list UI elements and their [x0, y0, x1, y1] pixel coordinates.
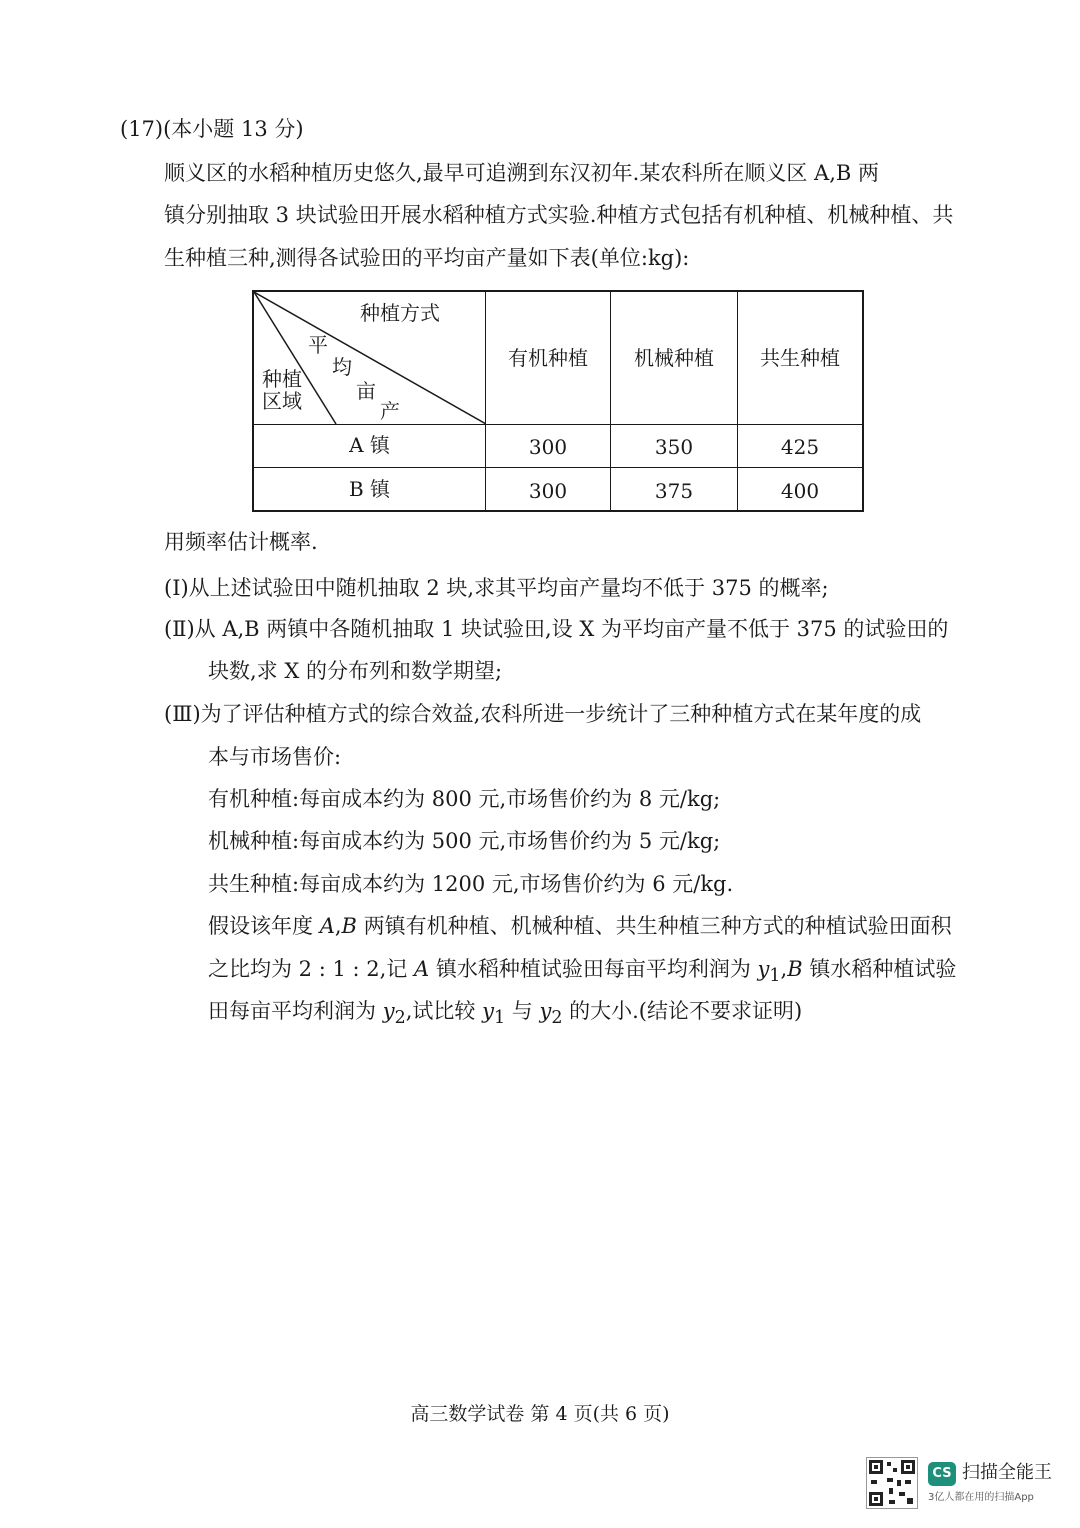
subscript: 1	[493, 1008, 506, 1029]
row-divider-1	[254, 424, 862, 425]
cell-b-organic: 300	[528, 479, 568, 503]
camscanner-logo: CS	[928, 1462, 956, 1486]
text-run: ,试比较	[405, 999, 483, 1023]
stem-line-1: 顺义区的水稻种植历史悠久,最早可追溯到东汉初年.某农科所在顺义区 A,B 两	[164, 161, 879, 185]
cell-a-mechanical: 350	[654, 435, 694, 459]
subscript: 2	[394, 1008, 406, 1029]
text-run: ,	[334, 914, 342, 938]
corner-label-char-2: 均	[332, 355, 352, 379]
col-divider-2	[610, 292, 611, 510]
text-run: 之比均为 2 : 1 : 2,记	[208, 957, 414, 981]
part-2-line-1: (Ⅱ)从 A,B 两镇中各随机抽取 1 块试验田,设 X 为平均亩产量不低于 375 的试验田的	[164, 617, 949, 641]
part-2-line-2: 块数,求 X 的分布列和数学期望;	[208, 659, 503, 683]
camscanner-name: 扫描全能王	[962, 1462, 1052, 1483]
corner-label-region-1: 种植	[262, 367, 302, 391]
corner-label-char-3: 亩	[356, 379, 376, 403]
part-3-assumption-line-2	[208, 954, 956, 991]
var-y: y	[482, 999, 494, 1023]
frequency-note: 用频率估计概率.	[164, 530, 318, 554]
var-y: y	[539, 999, 552, 1023]
col-header-organic: 有机种植	[508, 346, 588, 370]
text-run: 田每亩平均利润为	[208, 999, 383, 1023]
part-1: (Ⅰ)从上述试验田中随机抽取 2 块,求其平均亩产量均不低于 375 的概率;	[164, 576, 829, 600]
text-run: ,	[780, 957, 788, 981]
subscript: 1	[769, 966, 781, 987]
part-3-symbiotic: 共生种植:每亩成本约为 1200 元,市场售价约为 6 元/kg.	[208, 872, 734, 896]
col-header-mechanical: 机械种植	[634, 346, 714, 370]
var-y: y	[382, 999, 395, 1023]
subscript: 2	[551, 1008, 563, 1029]
part-3-assumption-line-3	[208, 996, 802, 1033]
row-label-a: A 镇	[349, 433, 390, 457]
text-run: 与	[505, 999, 540, 1023]
cell-b-mechanical: 375	[654, 479, 694, 503]
var-y: y	[757, 957, 770, 981]
text-run: 镇水稻种植试验田每亩平均利润为	[429, 957, 758, 981]
corner-label-region-2: 区域	[262, 389, 302, 413]
stem-line-2: 镇分别抽取 3 块试验田开展水稻种植方式实验.种植方式包括有机种植、机械种植、共	[164, 203, 954, 227]
text-run: 镇水稻种植试验	[802, 957, 957, 981]
corner-label-method: 种植方式	[360, 301, 440, 325]
text-run: 两镇有机种植、机械种植、共生种植三种方式的种植试验田面积	[356, 914, 952, 938]
question-title: (17)(本小题 13 分)	[120, 117, 304, 141]
part-3-line-2: 本与市场售价:	[208, 745, 342, 769]
col-divider-3	[737, 292, 738, 510]
page-footer: 高三数学试卷 第 4 页(共 6 页)	[410, 1403, 670, 1425]
qr-code-icon	[866, 1457, 918, 1509]
part-3-mechanical: 机械种植:每亩成本约为 500 元,市场售价约为 5 元/kg;	[208, 829, 721, 853]
var-a: A	[319, 914, 335, 938]
camscanner-slogan: 3亿人都在用的扫描App	[928, 1492, 1034, 1503]
part-3-line-1: (Ⅲ)为了评估种植方式的综合效益,农科所进一步统计了三种种植方式在某年度的成	[164, 702, 922, 726]
corner-label-char-4: 产	[380, 399, 400, 423]
var-a: A	[413, 957, 430, 981]
col-divider-1	[485, 292, 486, 510]
row-label-b: B 镇	[348, 477, 391, 501]
text-run: 的大小.(结论不要求证明)	[562, 999, 803, 1023]
part-3-organic: 有机种植:每亩成本约为 800 元,市场售价约为 8 元/kg;	[208, 787, 721, 811]
var-b: B	[341, 914, 357, 938]
text-run: 假设该年度	[208, 914, 320, 938]
stem-line-3: 生种植三种,测得各试验田的平均亩产量如下表(单位:kg):	[164, 246, 690, 270]
corner-label-char-1: 平	[308, 333, 328, 357]
cell-a-organic: 300	[528, 435, 568, 459]
var-b: B	[787, 957, 803, 981]
part-3-assumption-line-1	[208, 911, 952, 941]
col-header-symbiotic: 共生种植	[760, 346, 840, 370]
yield-table	[252, 290, 864, 512]
cell-a-symbiotic: 425	[780, 435, 820, 459]
row-divider-2	[254, 467, 862, 468]
cell-b-symbiotic: 400	[780, 479, 820, 503]
